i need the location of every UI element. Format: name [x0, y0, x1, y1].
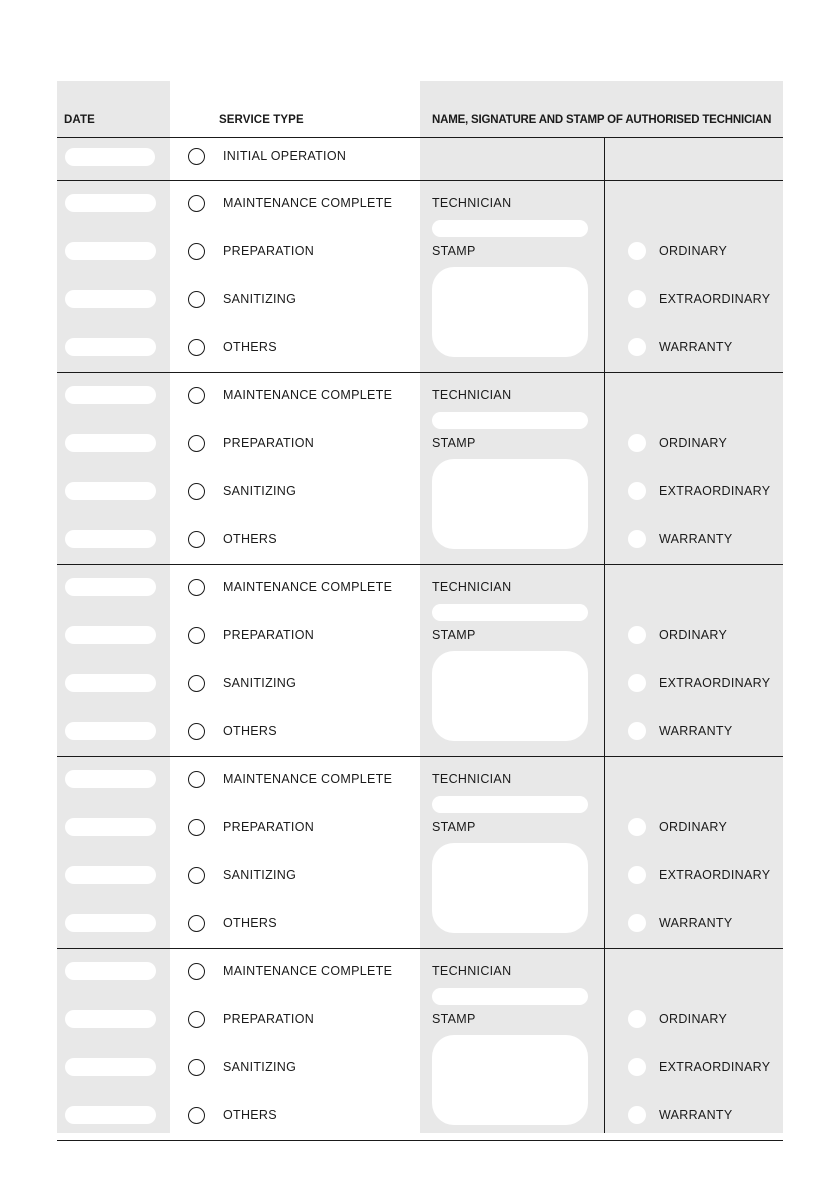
date-field[interactable]	[65, 242, 156, 260]
date-field[interactable]	[65, 338, 156, 356]
stamp-label: STAMP	[432, 1012, 476, 1026]
header-service-type: SERVICE TYPE	[219, 114, 304, 126]
date-field[interactable]	[65, 962, 156, 980]
intervention-radio[interactable]	[628, 866, 646, 884]
service-radio[interactable]	[188, 771, 205, 788]
service-radio[interactable]	[188, 1107, 205, 1124]
date-field[interactable]	[65, 386, 156, 404]
date-field[interactable]	[65, 818, 156, 836]
intervention-option-label: ORDINARY	[659, 820, 728, 834]
service-option-label: OTHERS	[223, 916, 277, 930]
stamp-label: STAMP	[432, 628, 476, 642]
service-radio[interactable]	[188, 531, 205, 548]
block-divider	[57, 948, 783, 949]
initial-operation-radio[interactable]	[188, 148, 205, 165]
service-radio[interactable]	[188, 579, 205, 596]
service-option-label: MAINTENANCE COMPLETE	[223, 196, 393, 210]
technician-label: TECHNICIAN	[432, 388, 512, 402]
service-radio[interactable]	[188, 435, 205, 452]
service-option-label: OTHERS	[223, 1108, 277, 1122]
intervention-radio[interactable]	[628, 722, 646, 740]
intervention-option-label: ORDINARY	[659, 628, 728, 642]
intervention-radio[interactable]	[628, 482, 646, 500]
service-option-label: MAINTENANCE COMPLETE	[223, 580, 393, 594]
service-option-label: PREPARATION	[223, 820, 315, 834]
block-divider	[57, 564, 783, 565]
service-radio[interactable]	[188, 675, 205, 692]
service-radio[interactable]	[188, 195, 205, 212]
header-date: DATE	[64, 114, 95, 126]
service-radio[interactable]	[188, 963, 205, 980]
block-divider	[57, 372, 783, 373]
service-radio[interactable]	[188, 387, 205, 404]
date-field[interactable]	[65, 914, 156, 932]
service-option-label: OTHERS	[223, 340, 277, 354]
date-field[interactable]	[65, 148, 155, 166]
service-option-label: PREPARATION	[223, 244, 315, 258]
service-option-label: MAINTENANCE COMPLETE	[223, 388, 393, 402]
intervention-option-label: WARRANTY	[659, 1108, 733, 1122]
service-option-label: SANITIZING	[223, 484, 297, 498]
block-divider	[57, 756, 783, 757]
stamp-area[interactable]	[432, 1035, 588, 1125]
block-divider	[57, 1140, 783, 1141]
intervention-radio[interactable]	[628, 914, 646, 932]
technician-name-field[interactable]	[432, 220, 588, 237]
intervention-radio[interactable]	[628, 434, 646, 452]
intervention-option-label: WARRANTY	[659, 532, 733, 546]
service-radio[interactable]	[188, 915, 205, 932]
service-radio[interactable]	[188, 243, 205, 260]
date-field[interactable]	[65, 578, 156, 596]
service-option-label: PREPARATION	[223, 1012, 315, 1026]
service-option-label: MAINTENANCE COMPLETE	[223, 772, 393, 786]
technician-name-field[interactable]	[432, 604, 588, 621]
intervention-option-label: ORDINARY	[659, 244, 728, 258]
service-option-label: SANITIZING	[223, 676, 297, 690]
technician-label: TECHNICIAN	[432, 964, 512, 978]
technician-name-field[interactable]	[432, 796, 588, 813]
intervention-radio[interactable]	[628, 1058, 646, 1076]
service-option-label: PREPARATION	[223, 436, 315, 450]
stamp-area[interactable]	[432, 267, 588, 357]
date-field[interactable]	[65, 674, 156, 692]
service-option-label: MAINTENANCE COMPLETE	[223, 964, 393, 978]
date-field[interactable]	[65, 770, 156, 788]
intervention-option-label: WARRANTY	[659, 724, 733, 738]
intervention-radio[interactable]	[628, 1010, 646, 1028]
service-option-label: SANITIZING	[223, 868, 297, 882]
date-field[interactable]	[65, 722, 156, 740]
technician-label: TECHNICIAN	[432, 772, 512, 786]
column-divider	[604, 137, 605, 1133]
intervention-radio[interactable]	[628, 626, 646, 644]
service-radio[interactable]	[188, 819, 205, 836]
technician-label: TECHNICIAN	[432, 196, 512, 210]
date-field[interactable]	[65, 194, 156, 212]
stamp-area[interactable]	[432, 843, 588, 933]
technician-name-field[interactable]	[432, 412, 588, 429]
intervention-radio[interactable]	[628, 818, 646, 836]
stamp-label: STAMP	[432, 244, 476, 258]
intervention-option-label: EXTRAORDINARY	[659, 292, 771, 306]
service-radio[interactable]	[188, 627, 205, 644]
date-field[interactable]	[65, 530, 156, 548]
stamp-area[interactable]	[432, 459, 588, 549]
intervention-option-label: ORDINARY	[659, 436, 728, 450]
service-radio[interactable]	[188, 339, 205, 356]
intervention-option-label: EXTRAORDINARY	[659, 868, 771, 882]
header-divider	[57, 137, 783, 138]
initial-row-divider	[57, 180, 783, 181]
date-field[interactable]	[65, 482, 156, 500]
service-radio[interactable]	[188, 1059, 205, 1076]
intervention-option-label: EXTRAORDINARY	[659, 484, 771, 498]
intervention-radio[interactable]	[628, 1106, 646, 1124]
service-radio[interactable]	[188, 483, 205, 500]
date-field[interactable]	[65, 1010, 156, 1028]
service-option-label: OTHERS	[223, 724, 277, 738]
intervention-option-label: WARRANTY	[659, 916, 733, 930]
date-field[interactable]	[65, 434, 156, 452]
intervention-option-label: ORDINARY	[659, 1012, 728, 1026]
service-option-label: SANITIZING	[223, 1060, 297, 1074]
intervention-radio[interactable]	[628, 530, 646, 548]
stamp-area[interactable]	[432, 651, 588, 741]
service-radio[interactable]	[188, 291, 205, 308]
technician-label: TECHNICIAN	[432, 580, 512, 594]
date-field[interactable]	[65, 1058, 156, 1076]
technician-name-field[interactable]	[432, 988, 588, 1005]
date-field[interactable]	[65, 1106, 156, 1124]
intervention-option-label: WARRANTY	[659, 340, 733, 354]
intervention-radio[interactable]	[628, 674, 646, 692]
intervention-radio[interactable]	[628, 290, 646, 308]
stamp-label: STAMP	[432, 820, 476, 834]
service-radio[interactable]	[188, 723, 205, 740]
initial-operation-label: INITIAL OPERATION	[223, 149, 347, 163]
intervention-radio[interactable]	[628, 338, 646, 356]
service-radio[interactable]	[188, 867, 205, 884]
service-option-label: SANITIZING	[223, 292, 297, 306]
date-field[interactable]	[65, 290, 156, 308]
service-option-label: OTHERS	[223, 532, 277, 546]
date-field[interactable]	[65, 866, 156, 884]
stamp-label: STAMP	[432, 436, 476, 450]
date-field[interactable]	[65, 626, 156, 644]
intervention-option-label: EXTRAORDINARY	[659, 676, 771, 690]
intervention-radio[interactable]	[628, 242, 646, 260]
service-radio[interactable]	[188, 1011, 205, 1028]
intervention-option-label: EXTRAORDINARY	[659, 1060, 771, 1074]
service-option-label: PREPARATION	[223, 628, 315, 642]
header-technician: NAME, SIGNATURE AND STAMP OF AUTHORISED TECHNICIAN	[432, 114, 772, 126]
